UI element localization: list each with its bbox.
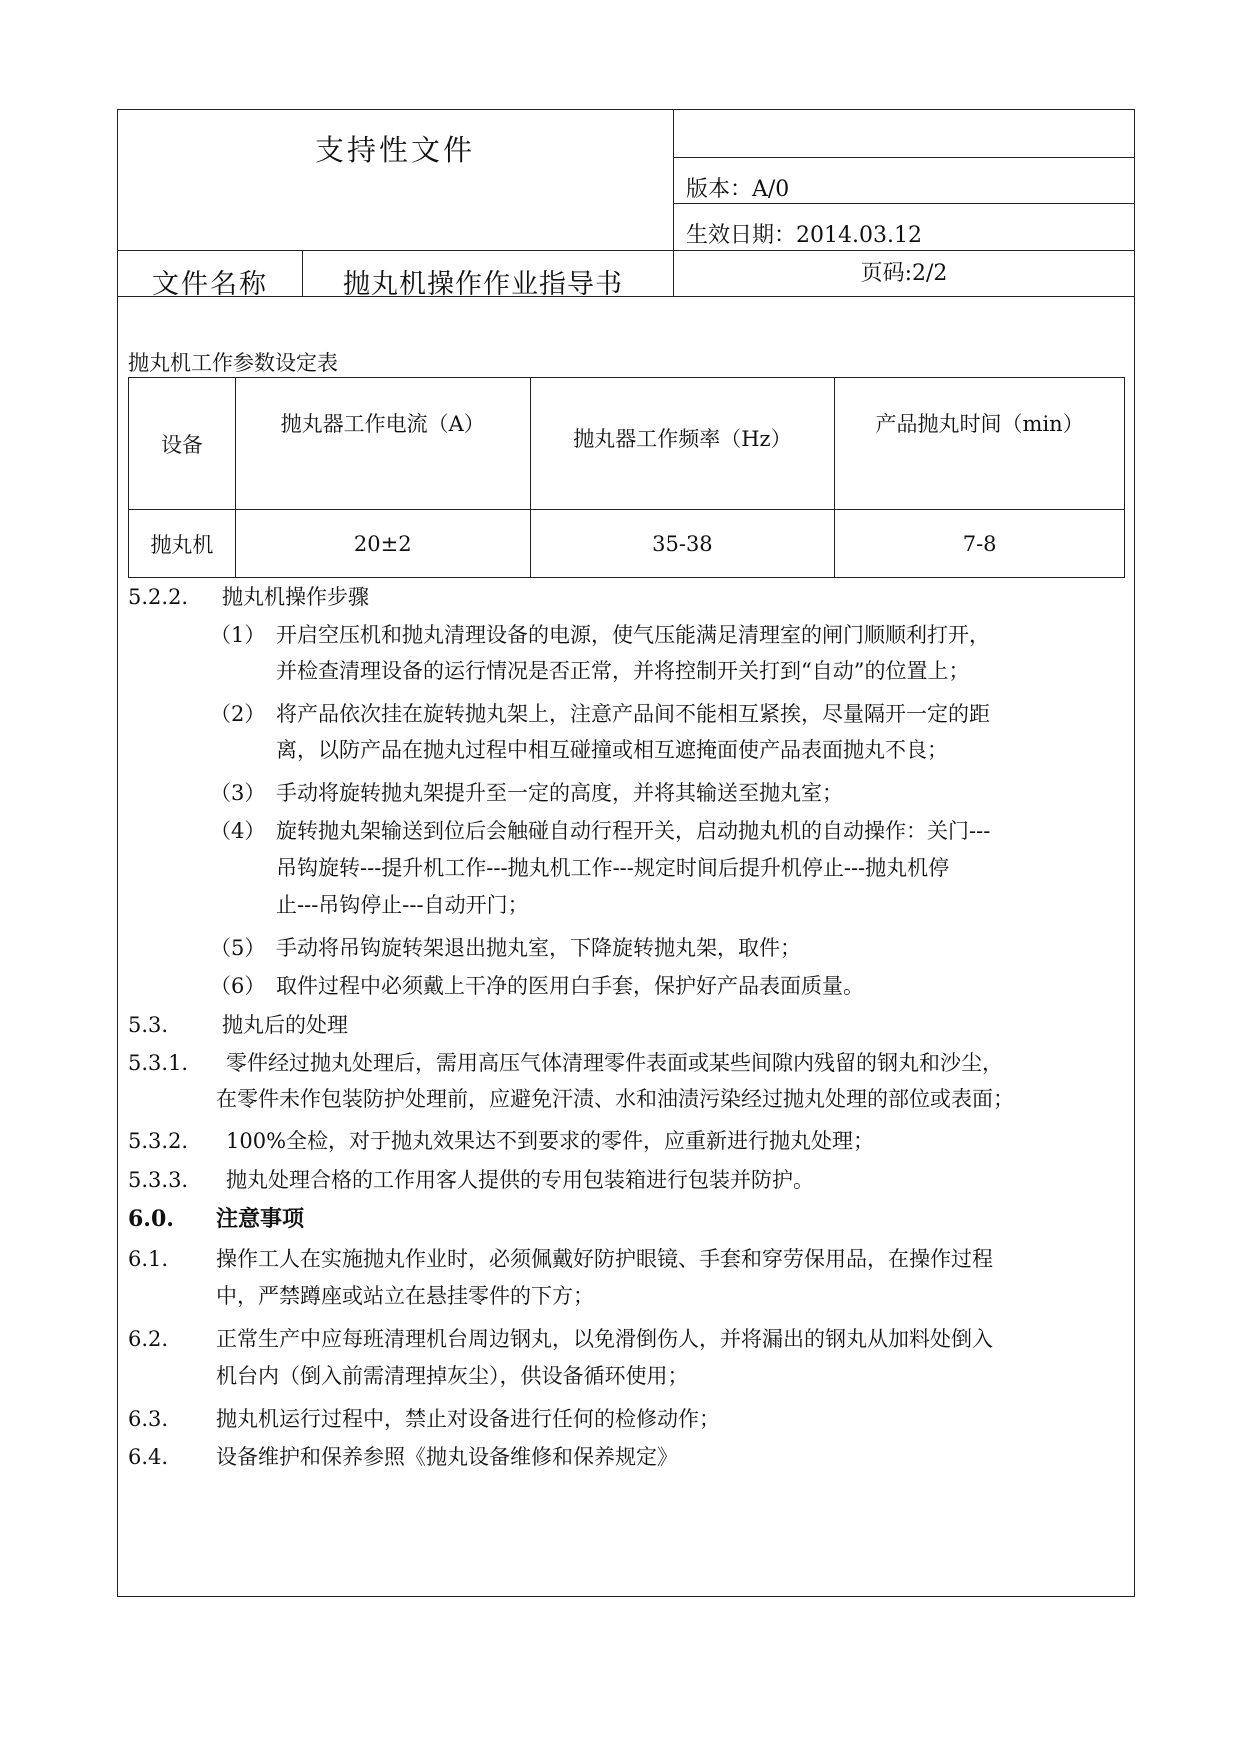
effective-date-text: 生效日期：2014.03.12 [686,223,922,248]
step-number: （4） [210,819,266,843]
section-number: 6.0. [128,1206,174,1232]
step-number: （6） [210,974,266,998]
clause-number: 6.3. [128,1407,169,1431]
step-line: 旋转抛丸架输送到位后会触碰自动行程开关，启动抛丸机的自动操作：关门--- [276,819,991,843]
params-header-cell: 抛丸器工作电流（A） [235,378,530,510]
step-line: 将产品依次挂在旋转抛丸架上，注意产品间不能相互紧挨，尽量隔开一定的距 [276,702,990,726]
step-line: 开启空压机和抛丸清理设备的电源，使气压能满足清理室的闸门顺顺利打开， [276,623,990,647]
page-number-cell [673,251,1135,297]
clause-number: 5.3.2. [128,1129,189,1153]
params-cell: 35-38 [530,510,835,578]
params-header-row [129,378,1125,510]
header-divider [673,157,1135,158]
params-table-caption: 抛丸机工作参数设定表 [128,351,338,375]
clause-line: 零件经过抛丸处理后，需用高压气体清理零件表面或某些间隙内残留的钢丸和沙尘， [226,1051,1003,1075]
step-number: （2） [210,702,266,726]
params-header-cell: 抛丸器工作频率（Hz） [530,378,835,510]
clause-number: 5.3.1. [128,1051,189,1075]
clause-line: 机台内（倒入前需清理掉灰尘），供设备循环使用； [216,1364,689,1388]
step-number: （3） [210,781,266,805]
params-cell: 20±2 [235,510,530,578]
section-title: 注意事项 [216,1206,305,1232]
clause-line: 操作工人在实施抛丸作业时，必须佩戴好防护眼镜、手套和穿劳保用品，在操作过程 [216,1247,993,1271]
clause-line: 100%全检，对于抛丸效果达不到要求的零件，应重新进行抛丸处理； [226,1129,875,1153]
header-divider [302,250,303,297]
step-line: 离，以防产品在抛丸过程中相互碰撞或相互遮掩面使产品表面抛丸不良； [276,738,948,762]
section-title: 抛丸机操作步骤 [222,585,369,609]
step-line: 手动将旋转抛丸架提升至一定的高度，并将其输送至抛丸室； [276,781,843,805]
clause-number: 6.2. [128,1327,169,1351]
clause-line: 中，严禁蹲座或站立在悬挂零件的下方； [216,1284,594,1308]
doc-type-title: 支持性文件 [315,133,476,167]
step-line: 取件过程中必须戴上干净的医用白手套，保护好产品表面质量。 [276,974,864,998]
clause-line: 正常生产中应每班清理机台周边钢丸，以免滑倒伤人，并将漏出的钢丸从加料处倒入 [216,1327,993,1351]
clause-number: 6.4. [128,1445,169,1469]
clause-number: 5.3.3. [128,1168,189,1192]
clause-line: 抛丸处理合格的工作用客人提供的专用包装箱进行包装并防护。 [226,1168,814,1192]
params-row [129,510,1125,578]
params-cell: 抛丸机 [129,510,236,578]
params-table [128,377,1125,578]
file-name-label: 文件名称 [152,269,268,300]
params-header-cell: 设备 [129,378,236,510]
clause-number: 6.1. [128,1247,169,1271]
file-name-value: 抛丸机操作作业指导书 [343,269,623,300]
step-number: （1） [210,623,266,647]
step-number: （5） [210,936,266,960]
version-text: 版本：A/0 [686,177,790,202]
section-number: 5.2.2. [128,585,189,609]
clause-line: 设备维护和保养参照《抛丸设备维修和保养规定》 [216,1445,678,1469]
section-title: 抛丸后的处理 [222,1013,348,1037]
step-line: 手动将吊钩旋转架退出抛丸室，下降旋转抛丸架，取件； [276,936,801,960]
clause-line: 在零件未作包装防护处理前，应避免汗渍、水和油渍污染经过抛丸处理的部位或表面； [216,1087,1014,1111]
header-divider [673,203,1135,204]
step-line: 并检查清理设备的运行情况是否正常，并将控制开关打到“自动”的位置上； [276,659,970,683]
params-cell: 7-8 [835,510,1125,578]
clause-line: 抛丸机运行过程中，禁止对设备进行任何的检修动作； [216,1407,720,1431]
params-header-cell: 产品抛丸时间（min） [835,378,1125,510]
section-number: 5.3. [128,1013,169,1037]
page-number: 页码:2/2 [860,261,948,286]
step-line: 吊钩旋转---提升机工作---抛丸机工作---规定时间后提升机停止---抛丸机停 [276,856,950,880]
step-line: 止---吊钩停止---自动开门； [276,893,529,917]
